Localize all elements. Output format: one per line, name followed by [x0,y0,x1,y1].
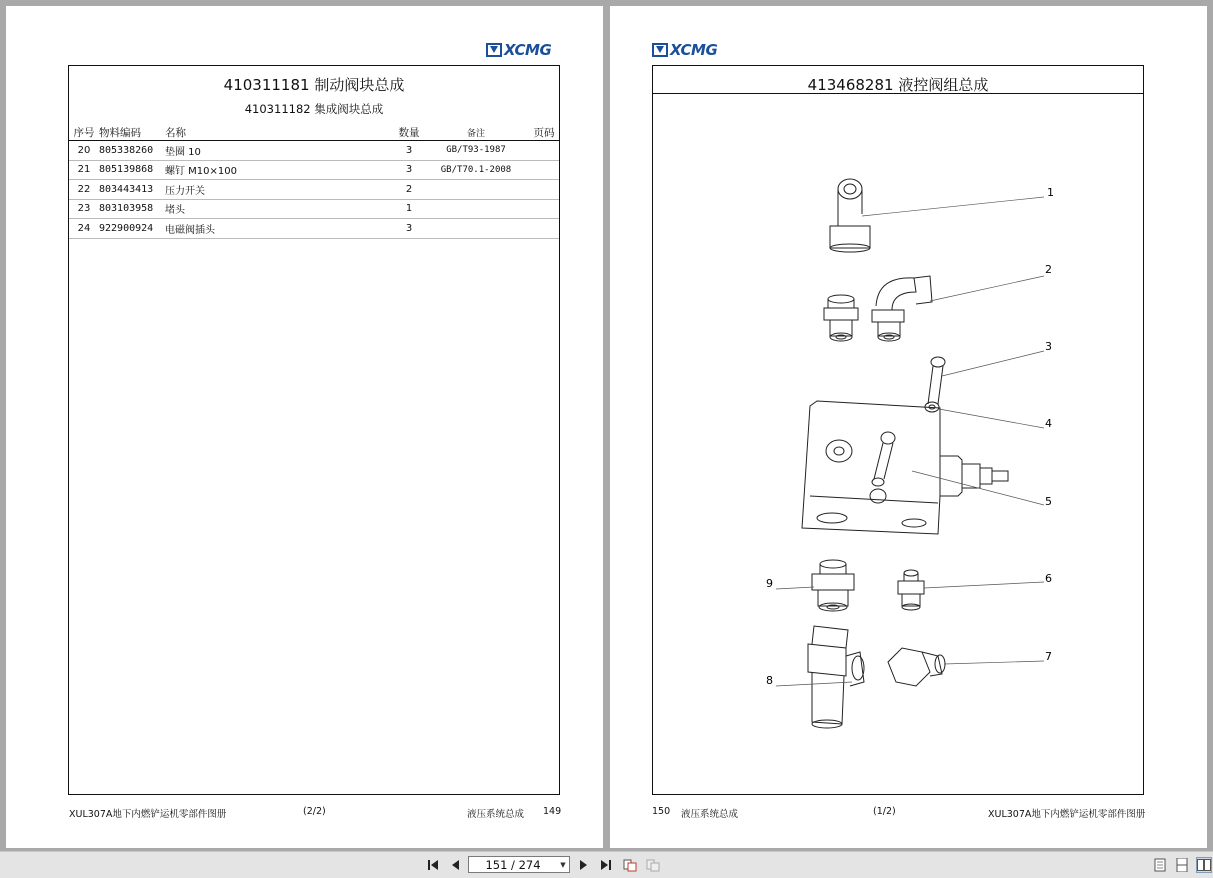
part-7-swivel-fitting [888,648,945,686]
cell-qty: 3 [395,160,423,180]
cell-qty: 1 [395,199,423,219]
cell-note: GB/T93-1987 [423,141,529,161]
cell-code: 922900924 [99,219,163,239]
cell-qty: 3 [395,141,423,161]
footer-part-count: (1/2) [873,806,896,817]
callout-7: 7 [1045,650,1052,663]
cell-page [529,160,559,180]
copy-view-button[interactable] [622,857,638,873]
cell-name: 垫圈 10 [163,141,395,161]
prev-page-button[interactable] [448,857,462,873]
page-title: 410311181 制动阀块总成 [223,76,405,94]
part-8-tee-fitting [808,626,864,728]
part-5-valve-block [802,401,1008,534]
part-6-plug [898,570,924,610]
cell-note [423,199,529,219]
exploded-parts-diagram [652,96,1144,756]
title-divider [653,93,1143,94]
page-number-input[interactable] [468,856,570,873]
cell-name: 压力开关 [163,180,395,200]
part-2-adapters [824,276,932,341]
col-seq: 序号 [69,124,99,141]
cell-qty: 2 [395,180,423,200]
callout-leaders [776,197,1044,686]
callout-1: 1 [1047,186,1054,199]
paste-view-button[interactable] [645,857,661,873]
cell-code: 805338260 [99,141,163,161]
cell-seq: 22 [69,180,99,200]
single-page-icon [1154,858,1166,872]
table-row [69,160,559,180]
footer-section: 液压系统总成 [681,809,739,820]
cell-note: GB/T70.1-2008 [423,160,529,180]
cell-page [529,180,559,200]
table-row [69,219,559,239]
first-page-button[interactable] [426,857,440,873]
cell-note [423,180,529,200]
two-page-icon [1197,859,1211,871]
footer-section: 液压系统总成 [467,809,525,820]
col-note: 备注 [423,124,529,141]
viewer-toolbar [0,851,1213,878]
callout-3: 3 [1045,340,1052,353]
cell-seq: 21 [69,160,99,180]
prev-page-icon [449,859,461,871]
last-page-button[interactable] [599,857,613,873]
continuous-page-view-button[interactable] [1175,857,1189,873]
footer-book-title: XUL307A地下内燃铲运机零部件图册 [988,809,1146,820]
xcmg-logo-icon [652,43,668,57]
single-page-view-button[interactable] [1153,857,1167,873]
right-page [610,6,1207,848]
table-row [69,180,559,200]
chevron-down-icon[interactable]: ▼ [560,860,566,869]
cell-seq: 20 [69,141,99,161]
callout-8: 8 [766,674,773,687]
part-3-bolt [928,357,945,404]
cell-code: 805139868 [99,160,163,180]
callout-4: 4 [1045,417,1052,430]
next-page-icon [578,859,590,871]
next-page-button[interactable] [577,857,591,873]
two-page-view-button[interactable] [1196,857,1212,873]
xcmg-logo [486,40,551,60]
cell-name: 电磁阀插头 [163,219,395,239]
page-indicator: 151 / 274 [485,857,541,872]
cell-seq: 23 [69,199,99,219]
cell-page [529,141,559,161]
footer-page-number: 149 [543,806,562,817]
last-page-icon [600,859,612,871]
page-title: 413468281 液控阀组总成 [807,76,989,94]
page-subtitle: 410311182 集成阀块总成 [244,102,384,116]
cell-qty: 3 [395,219,423,239]
cell-code: 803443413 [99,180,163,200]
col-qty: 数量 [395,124,423,141]
logo-text: XCMG [504,41,552,59]
cell-name: 螺钉 M10×100 [163,160,395,180]
callout-6: 6 [1045,572,1052,585]
first-page-icon [427,859,439,871]
col-name: 名称 [163,124,395,141]
table-header-row [69,124,559,141]
callout-9: 9 [766,577,773,590]
parts-table [69,124,559,239]
parts-list-frame [68,65,560,795]
callout-2: 2 [1045,263,1052,276]
footer-book-title: XUL307A地下内燃铲运机零部件图册 [69,809,227,820]
xcmg-logo [652,40,717,60]
cell-page [529,199,559,219]
continuous-page-icon [1176,858,1188,872]
table-row [69,141,559,161]
cell-page [529,219,559,239]
copy-view-icon [623,858,637,872]
cell-seq: 24 [69,219,99,239]
footer-page-number: 150 [652,806,671,817]
cell-name: 堵头 [163,199,395,219]
col-code: 物料编码 [99,124,163,141]
col-page: 页码 [529,124,559,141]
left-page [6,6,603,848]
table-row [69,199,559,219]
paste-view-icon [646,858,660,872]
footer-part-count: (2/2) [303,806,326,817]
cell-note [423,219,529,239]
part-9-adapter [812,560,854,611]
logo-text: XCMG [670,41,718,59]
cell-code: 803103958 [99,199,163,219]
xcmg-logo-icon [486,43,502,57]
callout-5: 5 [1045,495,1052,508]
